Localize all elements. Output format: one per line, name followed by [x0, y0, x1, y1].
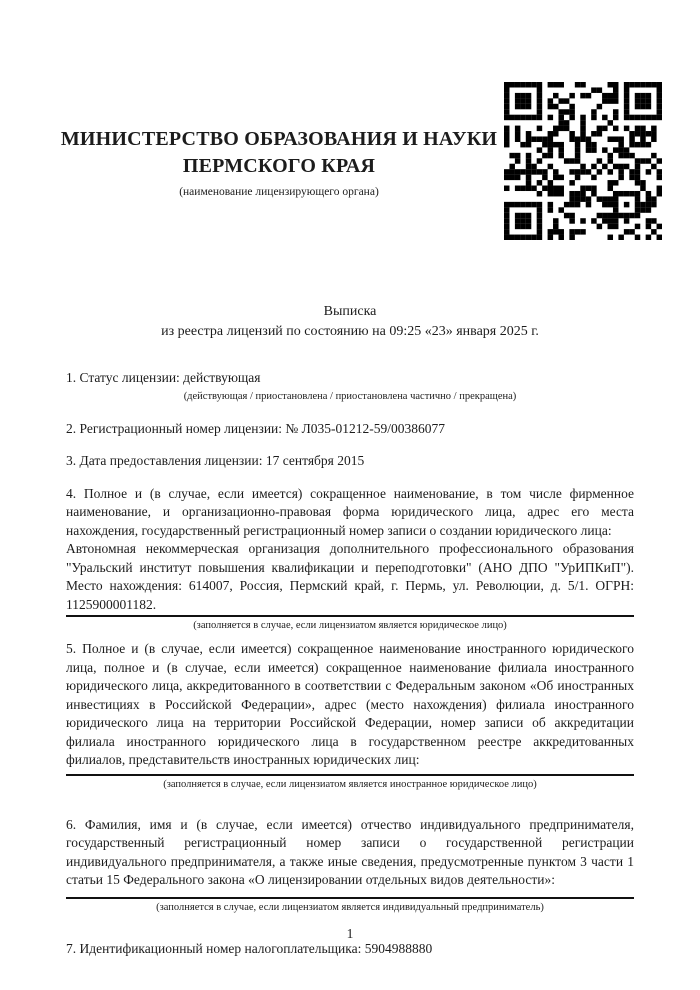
legal-entity-fill-line [66, 540, 634, 617]
item-legal-entity-details [66, 485, 634, 633]
legal-entity-value-text: Автономная некоммерческая организация дополнительного профессионального образования "Уральский институт повышения квалификации и переподготовки" (АНО ДПО "УрИПКиП"). Место нахождения: 614007, Россия, Пермский край, г. Пермь, ул. Революции, д. 5/1. ОГРН: 1125900001182. [66, 541, 634, 612]
document-body [66, 302, 634, 958]
authority-caption: (наименование лицензирующего органа) [179, 186, 379, 198]
license-status-caption: (действующая / приостановлена / приостановлена частично / прекращена) [183, 390, 517, 402]
qr-code-icon [504, 82, 662, 240]
individual-entrepreneur-prompt-text: 6. Фамилия, имя и (в случае, если имеется) отчество индивидуального предпринимателя, государственный регистрационный номер записи о государственной регистрации индивидуального предпринимателя, а также иные сведения, предусмотренные пунктом 3 части 1 статьи 15 Федерального закона «О лицензировании отдельных видов деятельности»: [66, 816, 634, 887]
authority-name-line1: МИНИСТЕРСТВО ОБРАЗОВАНИЯ И НАУКИ [60, 128, 498, 150]
item-individual-entrepreneur-details [66, 816, 634, 914]
authority-name-line2: ПЕРМСКОГО КРАЯ [182, 155, 376, 177]
foreign-entity-fill-line [66, 771, 634, 776]
legal-entity-caption: (заполняется в случае, если лицензиатом является юридическое лицо) [193, 620, 507, 631]
individual-entrepreneur-fill-line [66, 891, 634, 899]
page-number: 1 [346, 926, 354, 941]
item-registration-number [66, 420, 634, 439]
foreign-entity-caption: (заполняется в случае, если лицензиатом является иностранное юридическое лицо) [163, 778, 537, 790]
foreign-entity-prompt-text: 5. Полное и (в случае, если имеется) сокращенное наименование иностранного юридического лица, полное и (в случае, если имеется) сокращенное наименование филиала иностранного юридического лица, аккредитованного в соответствии с Федеральным законом «Об иностранных инвестициях в Российской Федерации», адрес (место нахождения) филиала иностранного юридического лица на территории Российской Федерации, номер записи об аккредитации филиала иностранного юридического лица в государственном реестре аккредитованных филиалов, представительств иностранных юридических лиц: [66, 641, 634, 767]
licensing-authority-header [60, 126, 498, 199]
item-taxpayer-id [66, 940, 634, 959]
registration-number-text: 2. Регистрационный номер лицензии: № Л035-01212-59/00386077 [66, 420, 446, 436]
legal-entity-prompt-text: 4. Полное и (в случае, если имеется) сокращенное наименование, в том числе фирменное наименование, и организационно-правовая форма юридического лица, адрес его места нахождения, государственный регистрационный номер записи о создании юридического лица: [66, 485, 634, 538]
document-title: Выписка [323, 304, 377, 319]
taxpayer-id-text: 7. Идентификационный номер налогоплательщика: 5904988880 [66, 940, 433, 956]
item-foreign-entity-details [66, 640, 634, 791]
item-license-status [66, 369, 634, 403]
license-grant-date-text: 3. Дата предоставления лицензии: 17 сентября 2015 [66, 453, 365, 468]
item-license-grant-date [66, 452, 634, 471]
document-subtitle: из реестра лицензий по состоянию на 09:25 «23» января 2025 г. [161, 324, 539, 339]
individual-entrepreneur-caption: (заполняется в случае, если лицензиатом является индивидуальный предприниматель) [156, 901, 544, 913]
license-status-text: 1. Статус лицензии: действующая [66, 370, 261, 385]
